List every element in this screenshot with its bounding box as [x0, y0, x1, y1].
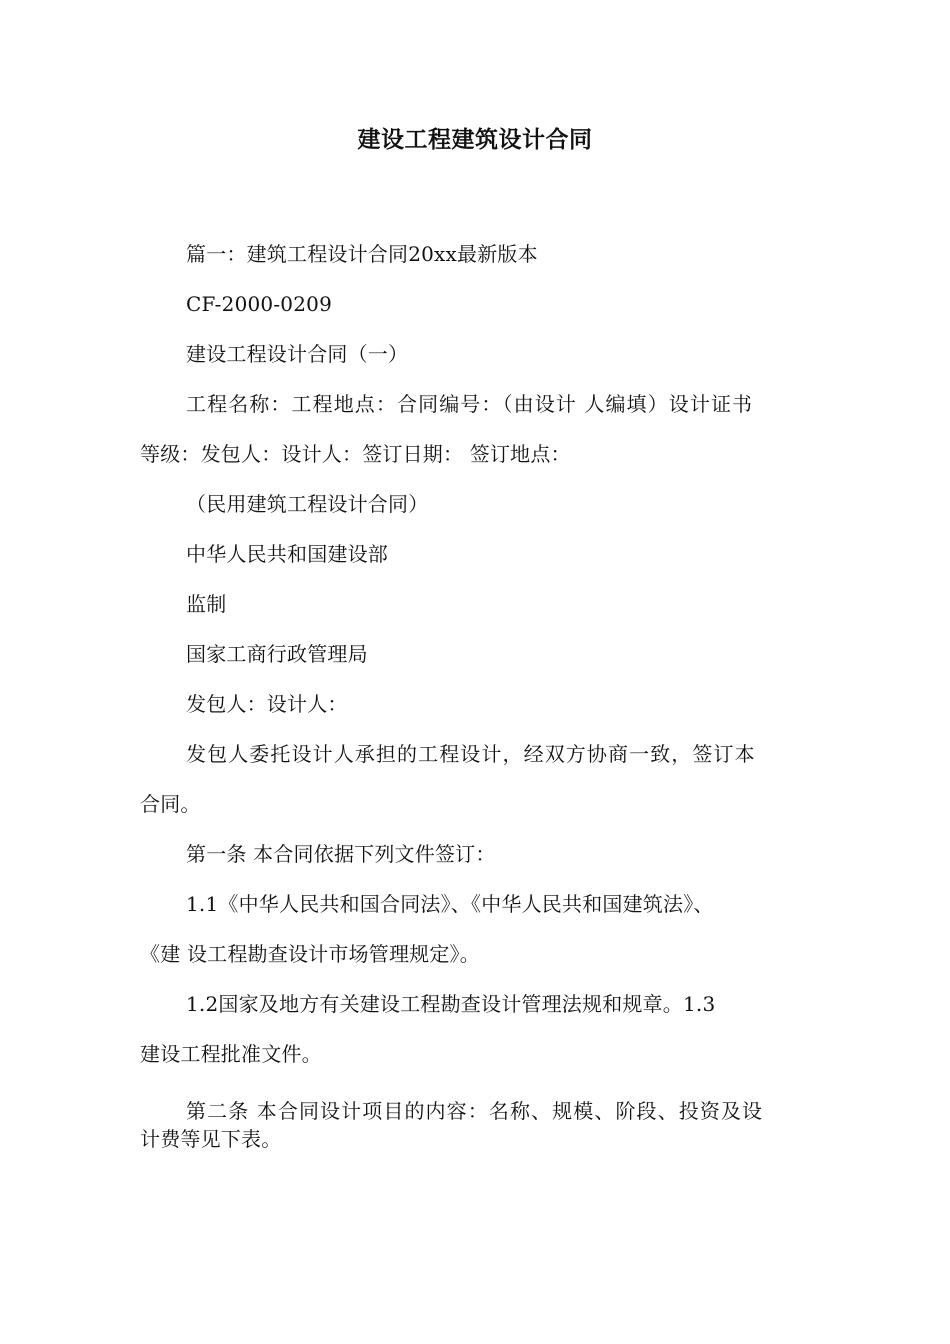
paragraph-line: 1.1《中华人民共和国合同法》、《中华人民共和国建筑法》、: [186, 892, 714, 916]
paragraph-line: 国家工商行政管理局: [186, 642, 368, 666]
paragraph-line: 建设工程批准文件。: [140, 1042, 322, 1066]
paragraph-line: 中华人民共和国建设部: [186, 542, 388, 566]
document-title: 建设工程建筑设计合同: [357, 127, 593, 153]
paragraph-line: 发包人：设计人：: [186, 692, 348, 716]
paragraph-line: 等级：发包人：设计人：签订日期： 签订地点：: [140, 442, 571, 466]
paragraph-line: 监制: [186, 592, 227, 616]
paragraph-line: 发包人委托设计人承担的工程设计，经双方协商一致，签订本: [186, 742, 756, 766]
paragraph-line: 篇一：建筑工程设计合同20xx最新版本: [186, 242, 538, 266]
paragraph-line: 建设工程设计合同（一）: [186, 342, 409, 366]
paragraph-line: 《建 设工程勘查设计市场管理规定》。: [140, 942, 480, 966]
paragraph-line: 1.2国家及地方有关建设工程勘查设计管理法规和规章。1.3: [186, 992, 716, 1016]
paragraph-line: （民用建筑工程设计合同）: [186, 492, 429, 516]
paragraph-line: 第一条 本合同依据下列文件签订：: [186, 842, 496, 866]
paragraph-line: 工程名称：工程地点：合同编号：（由设计 人编填）设计证书: [186, 392, 754, 416]
paragraph-line: CF-2000-0209: [186, 292, 332, 316]
paragraph-line: 计费等见下表。: [140, 1127, 282, 1151]
paragraph-line: 合同。: [140, 792, 201, 816]
paragraph-line: 第二条 本合同设计项目的内容：名称、规模、阶段、投资及设: [186, 1099, 764, 1123]
